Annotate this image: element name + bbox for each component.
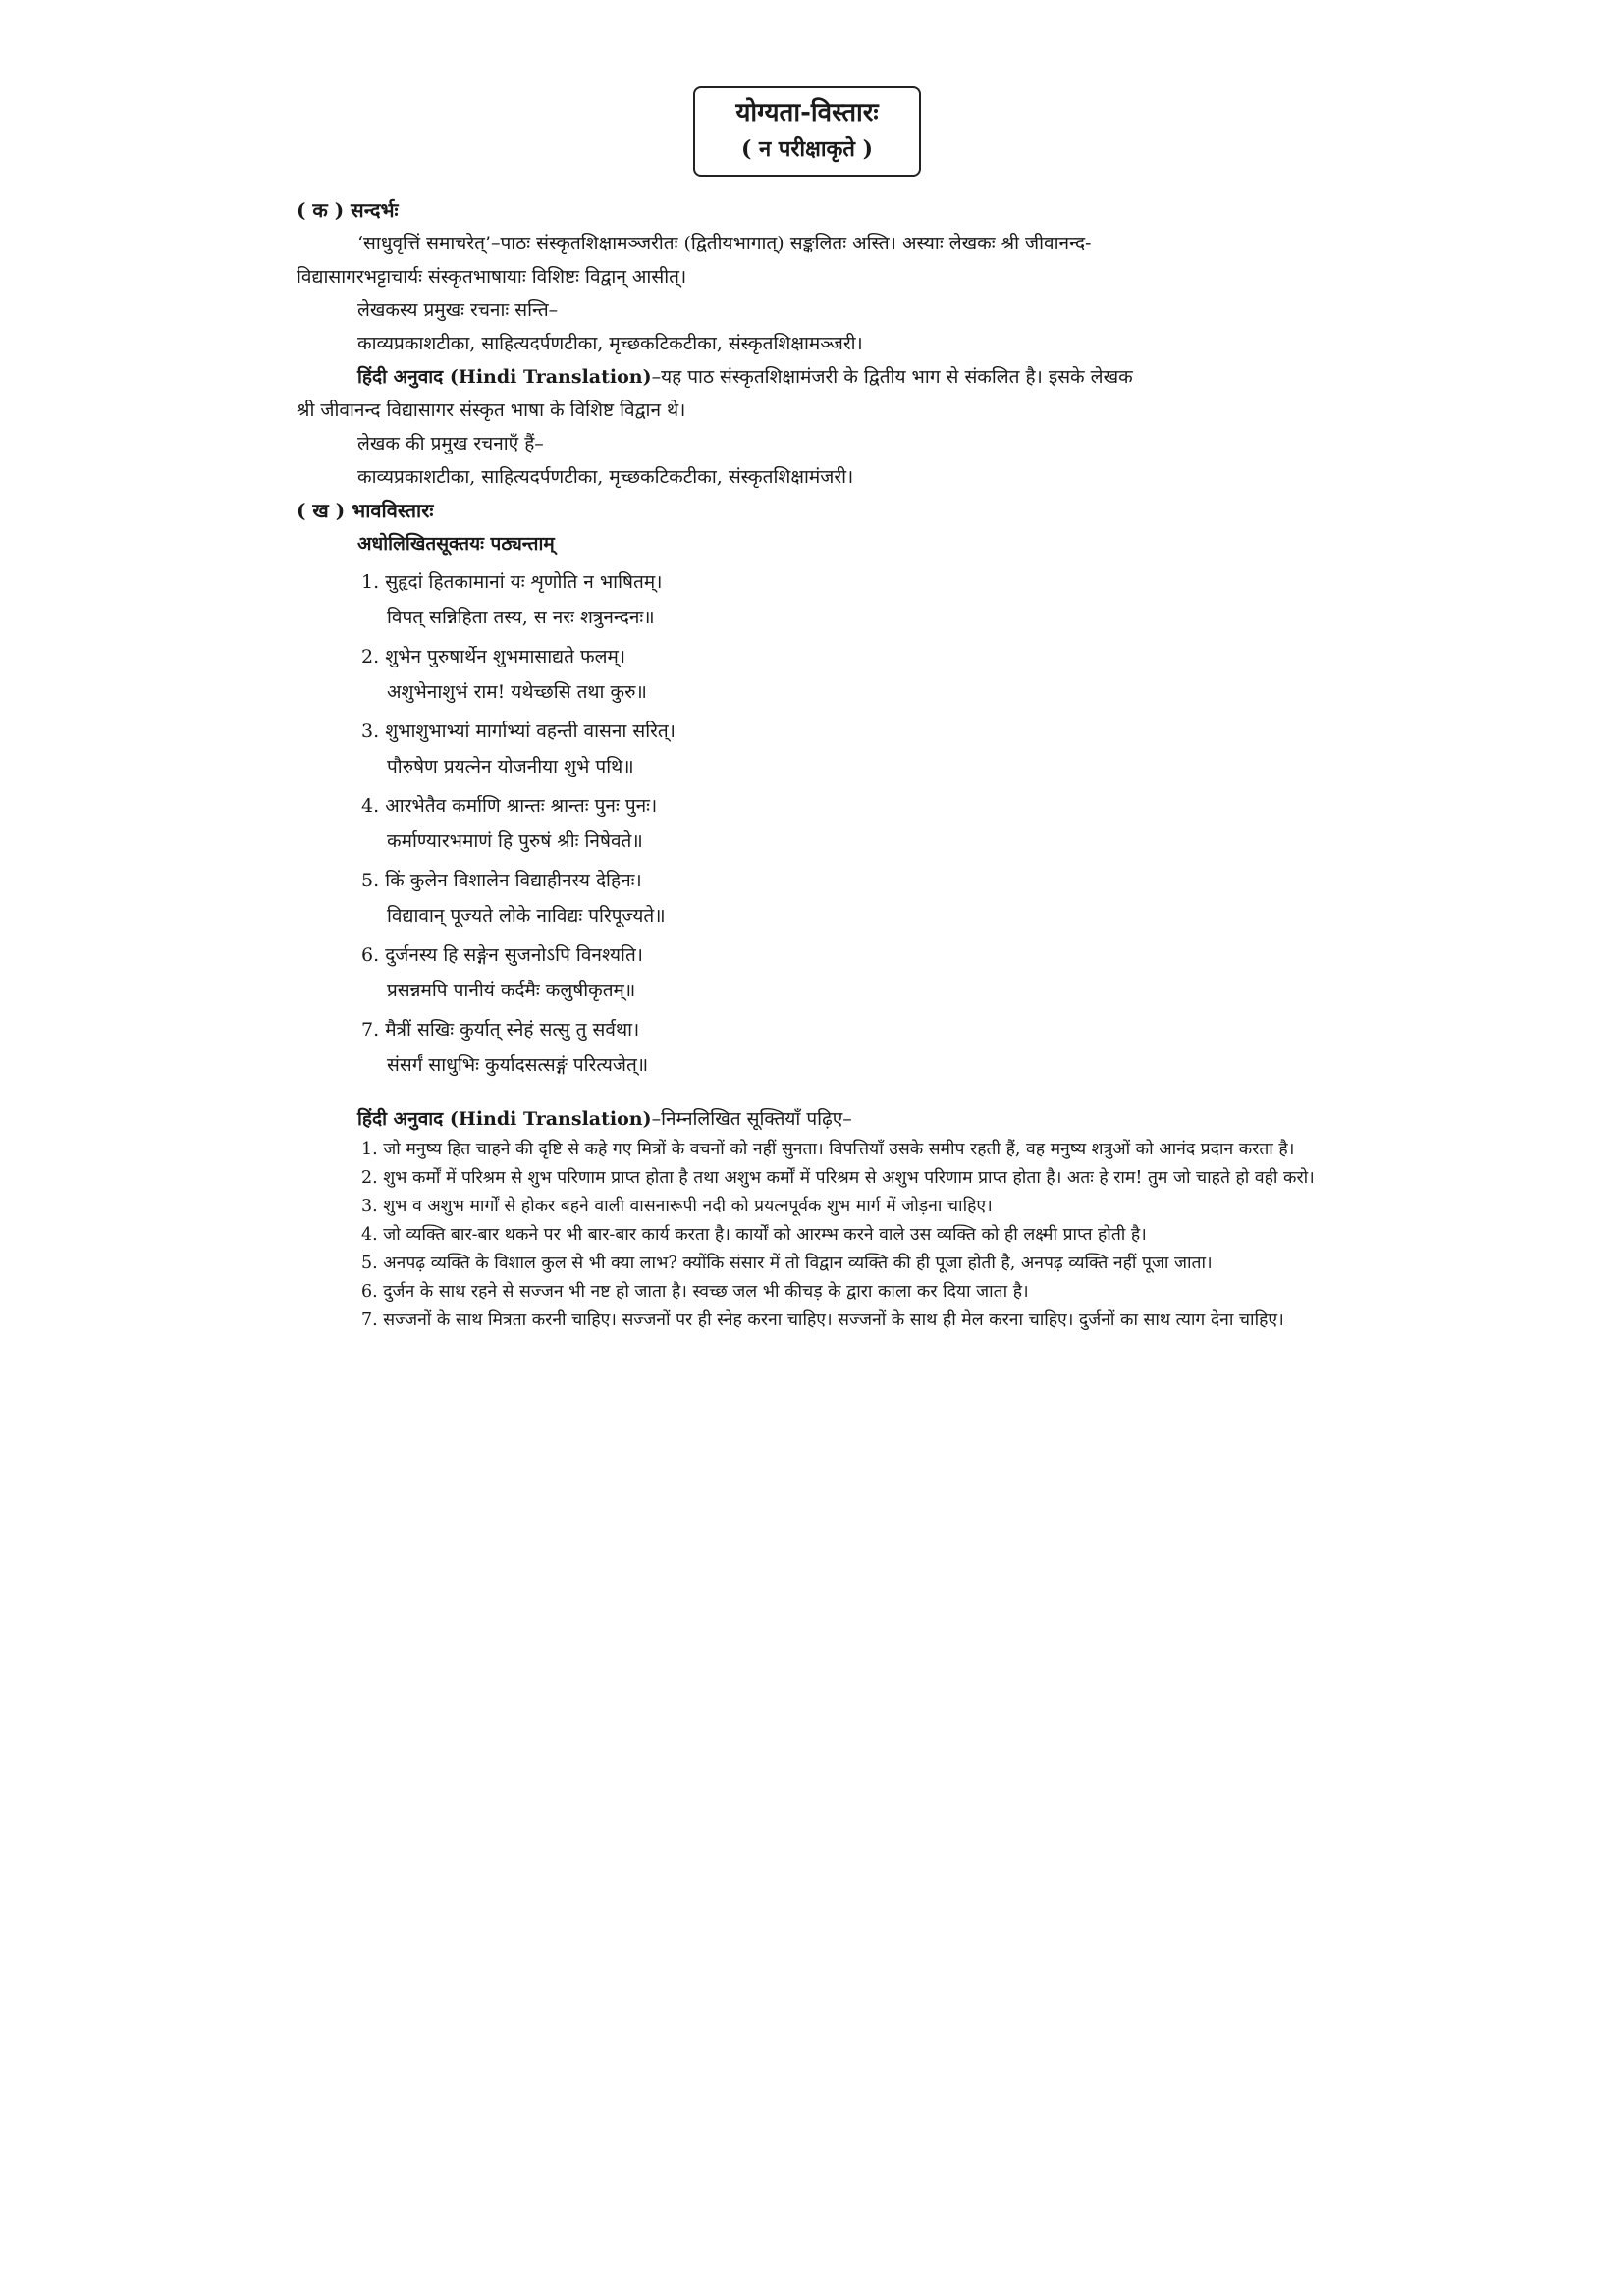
verse-line-2: अशुभेनाशुभं राम! यथेच्छसि तथा कुरु॥ <box>387 681 647 703</box>
verse-line-2: प्रसन्नमपि पानीयं कर्दमैः कलुषीकृतम्॥ <box>387 980 636 1001</box>
verse-line-1 <box>361 714 1327 749</box>
verse-number: 3. <box>361 721 380 742</box>
section-ka-hindi-line2: श्री जीवानन्द विद्यासागर संस्कृत भाषा के विशिष्ट विद्वान थे। <box>297 400 686 421</box>
section-kha-heading: ( ख ) भावविस्तारः <box>297 499 434 522</box>
verse-text: आरभेतैव कर्माणि श्रान्तः श्रान्तः पुनः पुनः। <box>385 795 658 817</box>
verse-line-1 <box>361 788 1327 824</box>
translation-item: 3. शुभ व अशुभ मार्गों से होकर बहने वाली वासनारूपी नदी को प्रयत्नपूर्वक शुभ मार्ग में जोड़ना चाहिए। <box>361 1197 993 1216</box>
translation-item: 1. जो मनुष्य हित चाहने की दृष्टि से कहे गए मित्रों के वचनों को नहीं सुनता। विपत्तियाँ उसके समीप रहती हैं, वह मनुष्य शत्रुओं को आनंद प्रदान करता है। <box>361 1140 1295 1159</box>
verse-text: मैत्रीं सखिः कुर्यात् स्नेहं सत्सु तु सर्वथा। <box>385 1019 640 1041</box>
section-ka-heading: ( क ) सन्दर्भः <box>297 198 399 222</box>
section-kha-hindi-intro <box>297 1102 1327 1136</box>
section-ka-hindi-text1: –यह पाठ संस्कृतशिक्षामंजरी के द्वितीय भाग से संकलित है। इसके लेखक <box>651 366 1133 388</box>
verse-text: दुर्जनस्य हि सङ्गेन सुजनोऽपि विनश्यति। <box>385 944 643 966</box>
verse-item <box>361 937 1327 1008</box>
page-title: योग्यता-विस्तारः <box>735 98 879 128</box>
translation-item: 6. दुर्जन के साथ रहने से सज्जन भी नष्ट हो जाता है। स्वच्छ जल भी कीचड़ के द्वारा काला कर दिया जाता है। <box>361 1282 1029 1302</box>
verse-item <box>361 714 1327 784</box>
verse-number: 7. <box>361 1019 380 1041</box>
verse-line-1 <box>361 1012 1327 1047</box>
hindi-intro-text: –निम्नलिखित सूक्तियाँ पढ़िए– <box>651 1108 852 1130</box>
verse-line-1 <box>361 937 1327 973</box>
verse-text: किं कुलेन विशालेन विद्याहीनस्य देहिनः। <box>385 870 642 891</box>
hindi-translation-label: हिंदी अनुवाद (Hindi Translation) <box>357 366 652 388</box>
section-ka-para1-line2: विद्यासागरभट्टाचार्यः संस्कृतभाषायाः विशिष्टः विद्वान् आसीत्। <box>297 266 687 288</box>
verse-line-1 <box>361 639 1327 674</box>
verse-number: 4. <box>361 795 380 817</box>
translation-item: 5. अनपढ़ व्यक्ति के विशाल कुल से भी क्या लाभ? क्योंकि संसार में तो विद्वान व्यक्ति की ही पूजा होती है, अनपढ़ व्यक्ति नहीं पूजा जाता। <box>361 1254 1213 1273</box>
verse-line-2: संसर्गं साधुभिः कुर्यादसत्सङ्गं परित्यजेत्॥ <box>387 1054 649 1076</box>
translation-item: 7. सज्जनों के साथ मित्रता करनी चाहिए। सज्जनों पर ही स्नेह करना चाहिए। सज्जनों के साथ ही मेल करना चाहिए। दुर्जनों का साथ त्याग देना चाहिए। <box>361 1310 1284 1330</box>
verse-item <box>361 1012 1327 1083</box>
verse-line-2: कर्माण्यारभमाणं हि पुरुषं श्रीः निषेवते॥ <box>387 830 643 852</box>
verse-item <box>361 564 1327 635</box>
section-kha-subheading: अधोलिखितसूक्तयः पठ्यन्ताम् <box>357 533 555 555</box>
verse-number: 6. <box>361 944 380 966</box>
section-ka-hindi-works-label: लेखक की प्रमुख रचनाएँ हैं– <box>357 433 544 454</box>
section-ka-works-label: लेखकस्य प्रमुखः रचनाः सन्ति– <box>357 299 559 321</box>
verse-text: शुभाशुभाभ्यां मार्गाभ्यां वहन्ती वासना सरित्। <box>385 721 676 742</box>
verse-item <box>361 863 1327 934</box>
verse-number: 1. <box>361 571 380 593</box>
verse-line-2: विद्यावान् पूज्यते लोके नाविद्यः परिपूज्यते॥ <box>387 905 666 927</box>
translation-item: 2. शुभ कर्मों में परिश्रम से शुभ परिणाम प्राप्त होता है तथा अशुभ कर्मों में परिश्रम से अशुभ परिणाम प्राप्त होता है। अतः हे राम! तुम जो चाहते हो वही करो। <box>361 1168 1315 1188</box>
verse-text: सुहृदां हितकामानां यः शृणोति न भाषितम्। <box>385 571 663 593</box>
verse-list <box>297 564 1327 1083</box>
verse-line-2: विपत् सन्निहिता तस्य, स नरः शत्रुनन्दनः॥ <box>387 607 655 628</box>
verse-line-1 <box>361 863 1327 898</box>
translation-list <box>297 1136 1327 1335</box>
verse-line-1 <box>361 564 1327 600</box>
title-box <box>693 86 921 177</box>
verse-number: 2. <box>361 646 380 667</box>
section-ka-hindi-line1 <box>297 360 1327 394</box>
verse-item <box>361 788 1327 859</box>
verse-item <box>361 639 1327 710</box>
section-ka-para1-line1: ‘साधुवृत्तिं समाचरेत्’–पाठः संस्कृतशिक्षामञ्जरीतः (द्वितीयभागात्) सङ्कलितः अस्ति। अस्याः लेखकः श्री जीवानन्द- <box>357 233 1092 254</box>
section-ka-works-list: काव्यप्रकाशटीका, साहित्यदर्पणटीका, मृच्छकटिकटीका, संस्कृतशिक्षामञ्जरी। <box>357 333 863 354</box>
verse-line-2: पौरुषेण प्रयत्नेन योजनीया शुभे पथि॥ <box>387 756 634 777</box>
hindi-translation-label: हिंदी अनुवाद (Hindi Translation) <box>357 1108 652 1130</box>
verse-text: शुभेन पुरुषार्थेन शुभमासाद्यते फलम्। <box>385 646 626 667</box>
translation-item: 4. जो व्यक्ति बार-बार थकने पर भी बार-बार कार्य करता है। कार्यों को आरम्भ करने वाले उस व्यक्ति को ही लक्ष्मी प्राप्त होती है। <box>361 1225 1147 1245</box>
verse-number: 5. <box>361 870 380 891</box>
content <box>297 193 1327 1335</box>
page-subtitle: ( न परीक्षाकृते ) <box>740 136 874 162</box>
section-ka-hindi-works-list: काव्यप्रकाशटीका, साहित्यदर्पणटीका, मृच्छकटिकटीका, संस्कृतशिक्षामंजरी। <box>357 466 854 488</box>
